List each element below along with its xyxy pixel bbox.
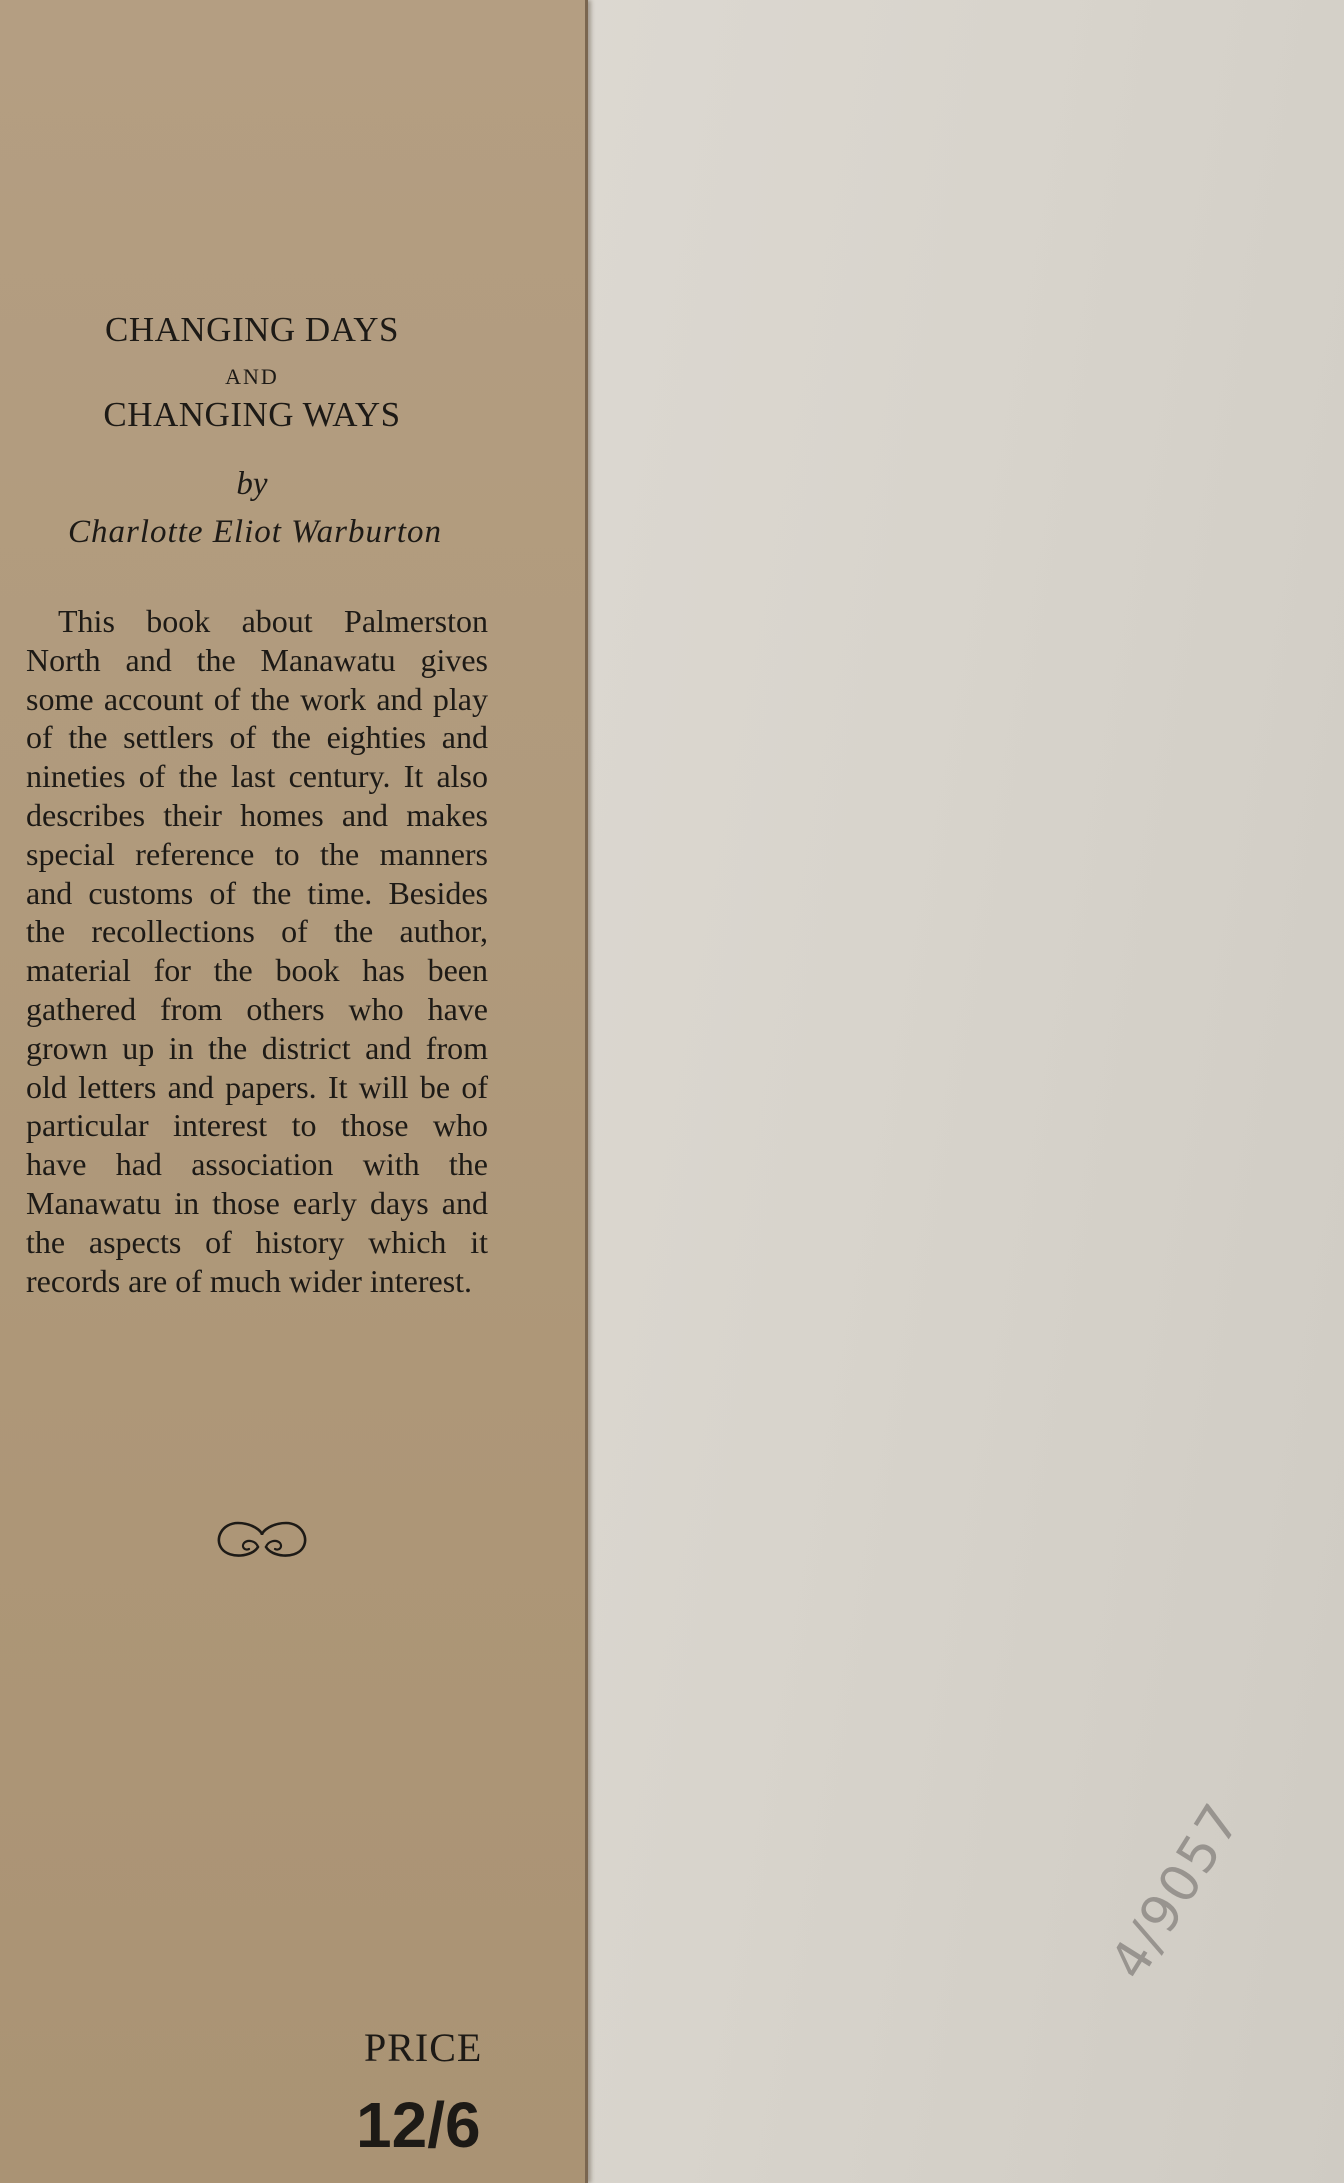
byline-by: by — [236, 466, 268, 502]
scroll-ornament-icon — [212, 1505, 312, 1565]
author-name: Charlotte Eliot Warburton — [68, 514, 442, 550]
pencil-accession-number: 4/9057 — [1099, 1792, 1254, 1990]
book-title-conjunction: AND — [225, 364, 279, 389]
book-title-line2: CHANGING WAYS — [103, 395, 401, 434]
book-blurb: This book about Palmerston North and the Manawatu gives some account of the work and play of the settlers of the eighties and nineties of the last century. It also describes their homes and makes special reference to the manners and customs of the time. Besides the recollections of the author, material for the book has been gathered from others who have grown up in the district and from old letters and papers. It will be of particular interest to those who have had association with the Manawatu in those early days and the aspects of history which it records are of much wider interest. — [26, 603, 488, 1299]
book-title-line1: CHANGING DAYS — [105, 310, 399, 349]
jacket-flap — [0, 0, 588, 2183]
price-value: 12/6 — [356, 2089, 481, 2161]
price-label: PRICE — [364, 2025, 483, 2070]
